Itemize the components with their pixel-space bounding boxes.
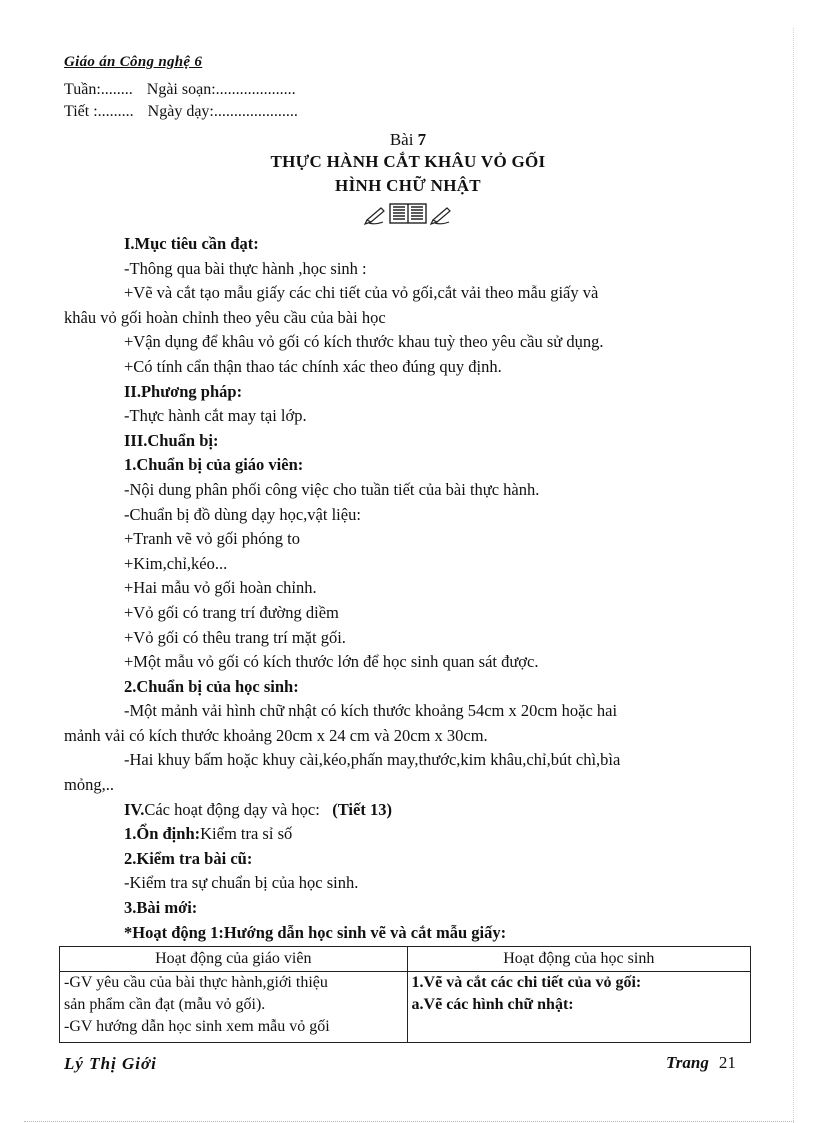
text-line: +Có tính cẩn thận thao tác chính xác theo đúng quy định.	[124, 356, 502, 376]
lesson-title-line2: HÌNH CHỮ NHẬT	[335, 176, 481, 195]
document-header-title: Giáo án Công nghệ 6	[64, 54, 203, 70]
cell-line: 1.Vẽ và cắt các chi tiết của vỏ gối:	[411, 974, 642, 991]
stabilize-line	[64, 822, 754, 847]
stabilize-text: Kiểm tra sỉ số	[200, 824, 293, 844]
cell-line: sản phẩm cần đạt (mẫu vỏ gối).	[64, 996, 266, 1013]
lesson-title-line1: THỰC HÀNH CẮT KHÂU VỎ GỐI	[270, 152, 546, 171]
table-row	[60, 972, 751, 1043]
text-line: +Kim,chỉ,kéo...	[124, 553, 228, 573]
cell-line: a.Vẽ các hình chữ nhật:	[411, 996, 574, 1013]
book-ornament	[0, 200, 816, 228]
teacher-activity-cell	[60, 972, 408, 1043]
page-number: 21	[718, 1053, 736, 1072]
text-line: -Chuẩn bị đồ dùng dạy học,vật liệu:	[124, 504, 361, 524]
text-line: +Tranh vẽ vỏ gối phóng to	[124, 529, 300, 549]
text-line: mảnh vải có kích thước khoảng 20cm x 24 cm và 20cm x 30cm.	[64, 725, 488, 745]
table-header-row	[60, 947, 751, 972]
page-label: Trang	[666, 1053, 709, 1072]
footer-author: Lý Thị Giới	[64, 1054, 157, 1073]
new-lesson-heading: 3.Bài mới:	[124, 898, 198, 918]
book-pen-ornament-icon	[363, 200, 453, 226]
cell-line: -GV hướng dẫn học sinh xem mẫu vỏ gối	[64, 1018, 330, 1035]
meta-row-2	[64, 102, 298, 122]
section-preparation-heading: III.Chuẩn bị:	[124, 430, 219, 450]
text-line: -Thực hành cắt may tại lớp.	[124, 406, 307, 426]
student-activity-cell	[407, 972, 750, 1043]
meta-row-1	[64, 80, 296, 100]
text-line: +Vận dụng để khâu vỏ gối có kích thước khau tuỳ theo yêu cầu sử dụng.	[124, 332, 604, 352]
text-line: +Hai mẫu vỏ gối hoàn chỉnh.	[124, 578, 317, 598]
text-line: -Thông qua bài thực hành ,học sinh :	[124, 258, 367, 278]
teach-date-label: Ngày dạy:.....................	[147, 103, 298, 120]
lesson-number-prefix: Bài	[389, 130, 414, 149]
text-line: +Vỏ gối có thêu trang trí mặt gối.	[124, 627, 346, 647]
footer-page	[666, 1053, 736, 1073]
activity-1-heading: *Hoạt động 1:Hướng dẫn học sinh vẽ và cắt mẫu giấy:	[124, 922, 507, 942]
text-line: -Nội dung phân phối công việc cho tuần tiết của bài thực hành.	[124, 479, 540, 499]
section-activities-heading	[64, 798, 754, 823]
stabilize-label: 1.Ổn định:	[124, 824, 201, 844]
text-line: khâu vỏ gối hoàn chỉnh theo yêu cầu của bài học	[64, 307, 386, 327]
prep-date-label: Ngài soạn:....................	[146, 81, 296, 98]
student-activity-header: Hoạt động của học sinh	[407, 947, 750, 972]
text-line: -Hai khuy bấm hoặc khuy cài,kéo,phấn may,thước,kim khâu,chỉ,bút chì,bìa	[124, 750, 621, 770]
lesson-number-value: 7	[417, 130, 427, 149]
week-label: Tuần:........	[64, 81, 133, 98]
period-label: Tiết :.........	[64, 103, 134, 120]
teacher-prep-heading: 1.Chuẩn bị của giáo viên:	[124, 455, 304, 475]
activity-table	[59, 946, 751, 1043]
text-line: +Một mẫu vỏ gối có kích thước lớn để học sinh quan sát được.	[124, 652, 539, 672]
activities-heading-text: Các hoạt động dạy và học:	[144, 799, 320, 819]
text-line: -Kiểm tra sự chuẩn bị của học sinh.	[124, 873, 359, 893]
activities-heading-period: (Tiết 13)	[332, 799, 392, 819]
section-method-heading: II.Phương pháp:	[124, 381, 243, 401]
text-line: +Vẽ và cắt tạo mẫu giấy các chi tiết của vỏ gối,cắt vải theo mẫu giấy và	[124, 283, 599, 303]
section-objectives-heading: I.Mục tiêu cần đạt:	[124, 234, 259, 253]
text-line: mỏng,..	[64, 775, 114, 795]
lesson-number	[0, 130, 816, 150]
activities-heading-number: IV.	[124, 799, 145, 819]
student-prep-heading: 2.Chuẩn bị của học sinh:	[124, 676, 299, 696]
review-heading: 2.Kiểm tra bài cũ:	[124, 848, 253, 868]
lesson-body	[64, 232, 754, 945]
text-line: -Một mảnh vải hình chữ nhật có kích thước khoảng 54cm x 20cm hoặc hai	[124, 701, 618, 721]
text-line: +Vỏ gối có trang trí đường diềm	[124, 602, 339, 622]
cell-line: -GV yêu cầu của bài thực hành,giới thiệu	[64, 974, 328, 991]
page-edge-divider	[793, 28, 795, 1123]
teacher-activity-header: Hoạt động của giáo viên	[60, 947, 408, 972]
